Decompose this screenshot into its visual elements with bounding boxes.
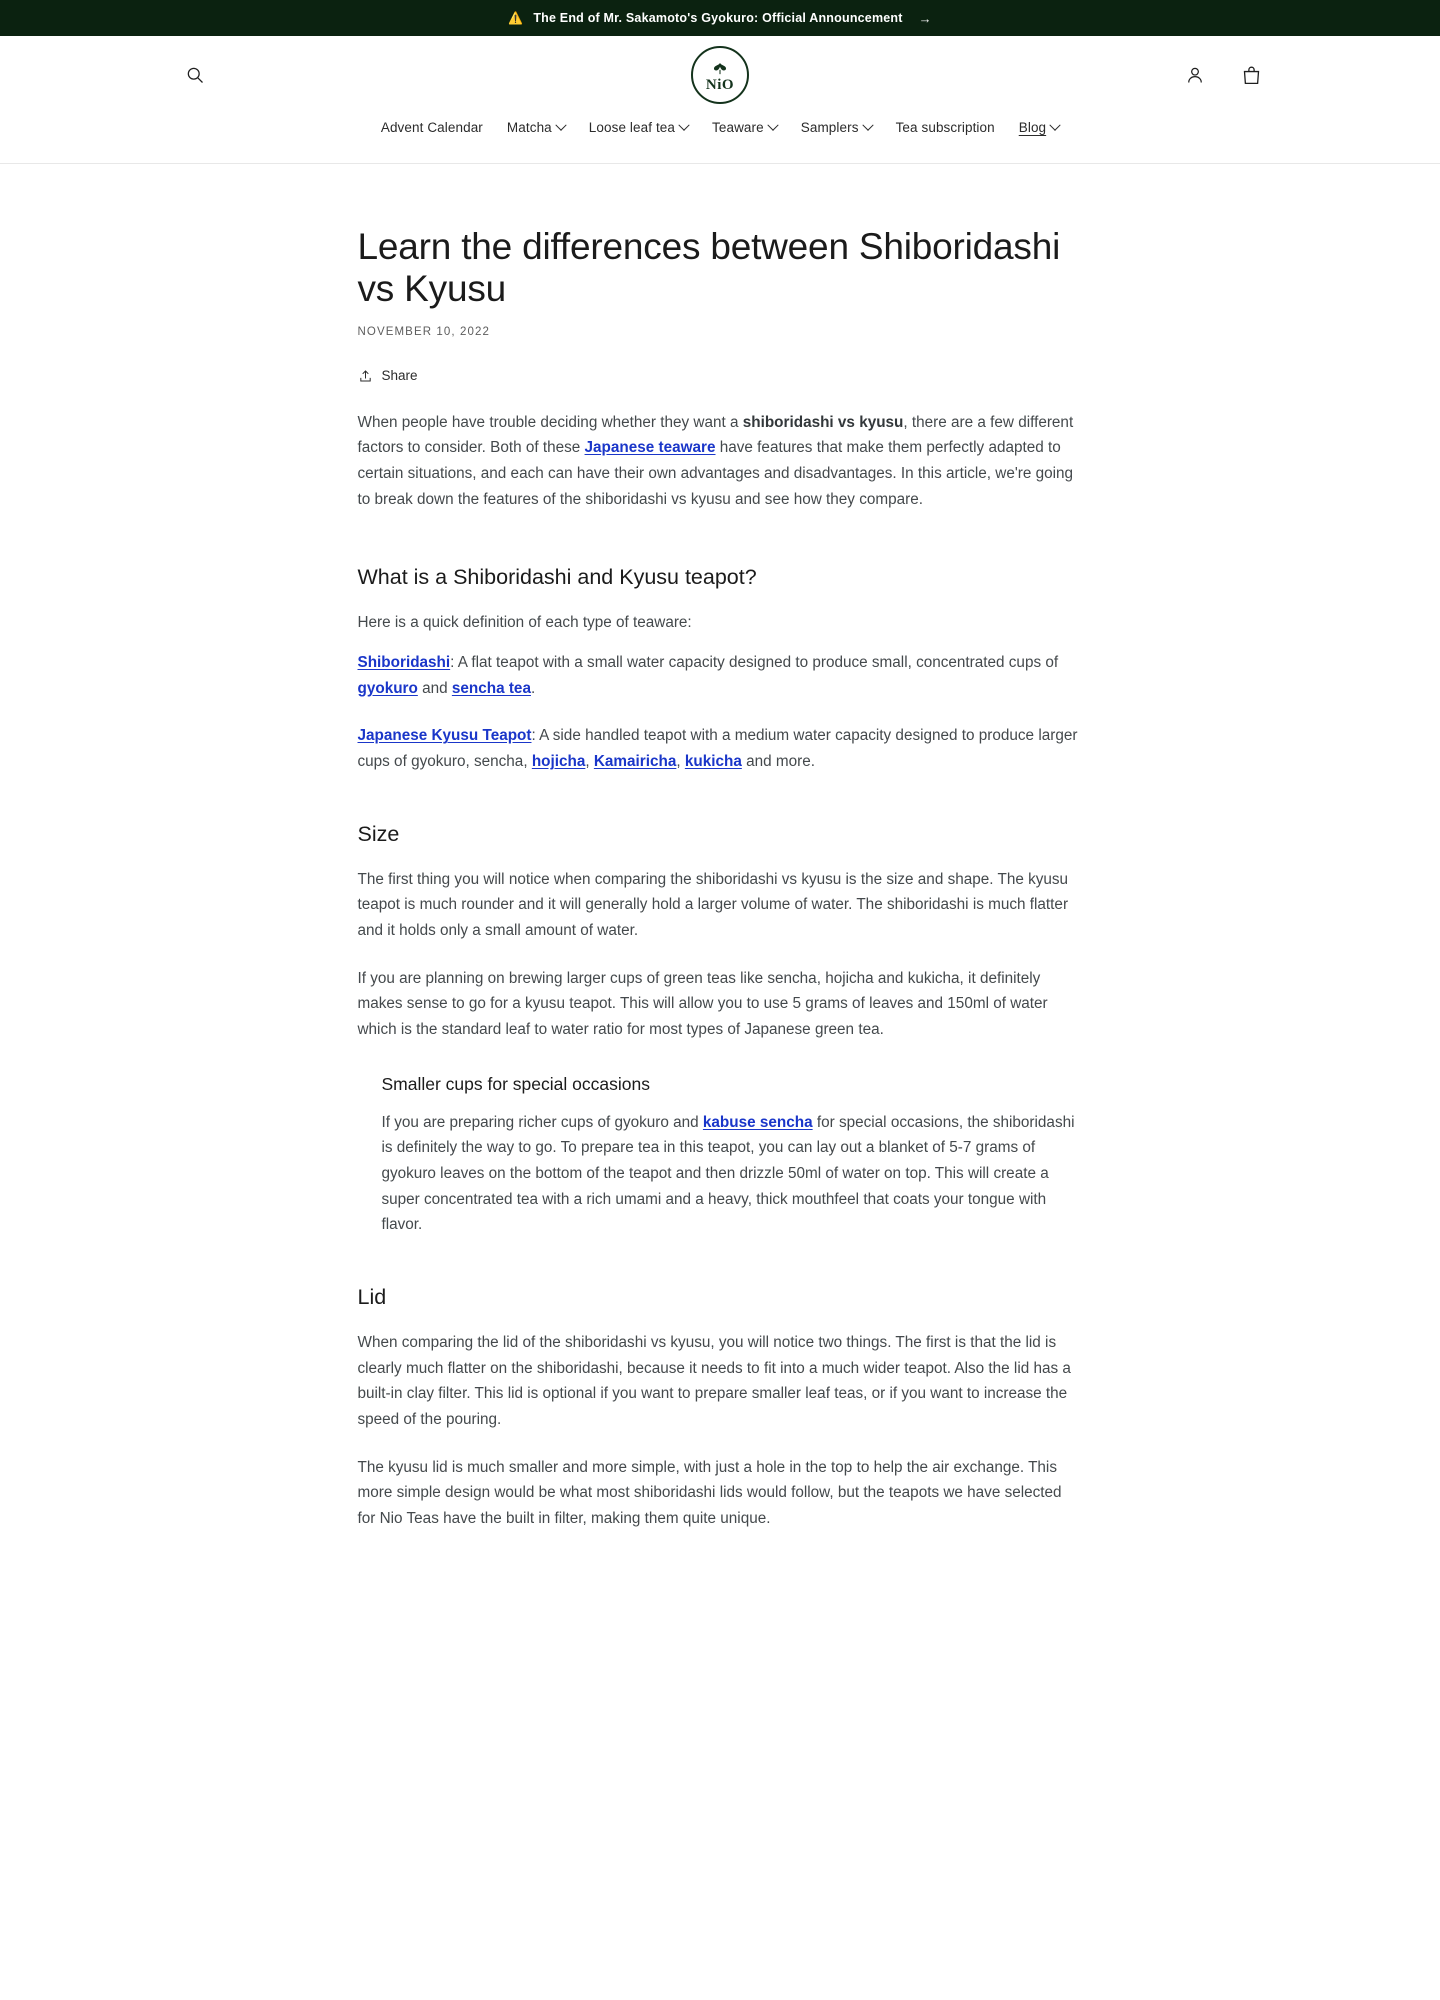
- announcement-content[interactable]: [508, 11, 932, 26]
- intro-text-2: , there are a few different factors to consider. Both of these: [357, 413, 1074, 457]
- link-japanese-teaware[interactable]: Japanese teaware: [584, 439, 716, 457]
- smaller-cups-block: [382, 1073, 1083, 1238]
- nav-label: Loose leaf tea: [588, 120, 676, 135]
- smaller-cups-text-2: for special occasions, the shiboridashi is definitely the way to go. To prepare tea in this teapot, you can lay out a blanket of 5-7 grams of gyokuro leaves on the bottom of the teapot and then drizzle 50ml of water on top. This will create a super concentrated tea with a rich umami and a heavy, thick mouthfeel that coats your tongue with flavor.: [381, 1113, 1075, 1234]
- header-right: [1178, 58, 1268, 92]
- search-icon[interactable]: [178, 58, 212, 92]
- announcement-text: The End of Mr. Sakamoto's Gyokuro: Official Announcement: [533, 11, 903, 25]
- kyusu-text-1: : A side handled teapot with a medium water capacity designed to produce larger cups of gyokuro, sencha,: [357, 727, 1078, 771]
- definition-shiboridashi: [358, 650, 1083, 701]
- nav-label: Tea subscription: [895, 120, 995, 135]
- size-paragraph-2: If you are planning on brewing larger cups of green teas like sencha, hojicha and kukicha, it definitely makes sense to go for a kyusu teapot. This will allow you to use 5 grams of leaves and 150ml of water which is the standard leaf to water ratio for most types of Japanese green tea.: [357, 969, 1048, 1039]
- shiboridashi-text-1: : A flat teapot with a small water capacity designed to produce small, concentrated cups of: [450, 653, 1059, 671]
- chevron-down-icon: [1049, 119, 1060, 130]
- kyusu-sep-2: ,: [676, 753, 685, 771]
- intro-paragraph: [358, 410, 1083, 513]
- heading-lid: Lid: [357, 1284, 387, 1309]
- link-japanese-kyusu-teapot[interactable]: Japanese Kyusu Teapot: [357, 727, 532, 745]
- kyusu-sep-1: ,: [585, 753, 594, 771]
- link-sencha-tea[interactable]: sencha tea: [451, 679, 531, 697]
- site-logo[interactable]: [691, 46, 749, 104]
- kyusu-text-2: and more.: [741, 753, 815, 771]
- leaf-icon: [711, 62, 729, 76]
- nav-item-tea-subscription[interactable]: [884, 114, 1007, 141]
- chevron-down-icon: [767, 119, 778, 130]
- blog-post: [358, 226, 1083, 1554]
- nav-item-loose-leaf-tea[interactable]: [577, 114, 700, 141]
- lid-paragraph-1: When comparing the lid of the shiboridashi vs kyusu, you will notice two things. The first is that the lid is clearly much flatter on the shiboridashi, because it needs to fit into a much wider teapot. Also the lid has a built-in clay filter. This lid is optional if you want to prepare smaller leaf teas, or if you want to increase the speed of the pouring.: [357, 1333, 1071, 1428]
- smaller-cups-paragraph: [382, 1110, 1083, 1238]
- warning-icon: ⚠️: [508, 11, 524, 25]
- site-header: [0, 36, 1440, 114]
- share-icon: [358, 368, 373, 384]
- smaller-cups-text-1: If you are preparing richer cups of gyokuro and: [381, 1113, 703, 1131]
- cart-icon[interactable]: [1234, 58, 1268, 92]
- intro-bold-term: shiboridashi vs kyusu: [742, 413, 904, 431]
- intro-text-3: have features that make them perfectly adapted to certain situations, and each can have their own advantages and disadvantages. In this article, we're going to break down the features of the shiboridashi vs kyusu and see how they compare.: [357, 439, 1074, 508]
- page-title: Learn the differences between Shiboridashi vs Kyusu: [357, 226, 1061, 309]
- nav-label: Teaware: [712, 120, 764, 135]
- chevron-down-icon: [678, 119, 689, 130]
- article-container: [0, 164, 1440, 1554]
- nav-item-blog[interactable]: [1007, 114, 1071, 141]
- nav-label: Advent Calendar: [380, 120, 483, 135]
- account-icon[interactable]: [1178, 58, 1212, 92]
- shiboridashi-text-3: .: [530, 679, 536, 697]
- chevron-down-icon: [555, 119, 566, 130]
- share-label: Share: [381, 368, 418, 384]
- definition-kyusu: [358, 723, 1083, 774]
- logo-text: NiO: [705, 77, 735, 93]
- shiboridashi-text-2: and: [417, 679, 452, 697]
- link-kamairicha[interactable]: Kamairicha: [593, 753, 677, 771]
- nav-item-advent-calendar[interactable]: [369, 114, 495, 141]
- header-left: [178, 58, 212, 92]
- nav-label: Blog: [1018, 120, 1047, 135]
- share-button[interactable]: [358, 368, 1083, 384]
- heading-smaller-cups: Smaller cups for special occasions: [381, 1073, 650, 1094]
- link-kabuse-sencha[interactable]: kabuse sencha: [702, 1113, 813, 1131]
- arrow-right-icon[interactable]: →: [918, 10, 932, 26]
- heading-size: Size: [357, 821, 400, 846]
- link-kukicha[interactable]: kukicha: [684, 753, 742, 771]
- lid-paragraph-2: The kyusu lid is much smaller and more simple, with just a hole in the top to help the air exchange. This more simple design would be what most shiboridashi lids would follow, but the teapots we have selected for Nio Teas have the built in filter, making them quite unique.: [357, 1458, 1062, 1528]
- heading-what-is: What is a Shiboridashi and Kyusu teapot?: [357, 565, 757, 590]
- nav-label: Samplers: [800, 120, 859, 135]
- post-date: NOVEMBER 10, 2022: [357, 325, 490, 338]
- main-navigation: [0, 114, 1440, 164]
- nav-item-samplers[interactable]: [789, 114, 884, 141]
- nav-item-matcha[interactable]: [495, 114, 577, 141]
- intro-text-1: When people have trouble deciding whether they want a: [357, 413, 743, 431]
- logo-circle: [691, 46, 749, 104]
- link-gyokuro[interactable]: gyokuro: [357, 679, 418, 697]
- chevron-down-icon: [862, 119, 873, 130]
- link-hojicha[interactable]: hojicha: [531, 753, 586, 771]
- size-paragraph-1: The first thing you will notice when comparing the shiboridashi vs kyusu is the size and shape. The kyusu teapot is much rounder and it will generally hold a larger volume of water. The shiboridashi is much flatter and it holds only a small amount of water.: [357, 870, 1069, 940]
- link-shiboridashi[interactable]: Shiboridashi: [357, 653, 451, 671]
- announcement-bar[interactable]: [0, 0, 1440, 36]
- nav-label: Matcha: [506, 120, 552, 135]
- nav-item-teaware[interactable]: [700, 114, 789, 141]
- definition-lead: Here is a quick definition of each type of teaware:: [357, 614, 692, 632]
